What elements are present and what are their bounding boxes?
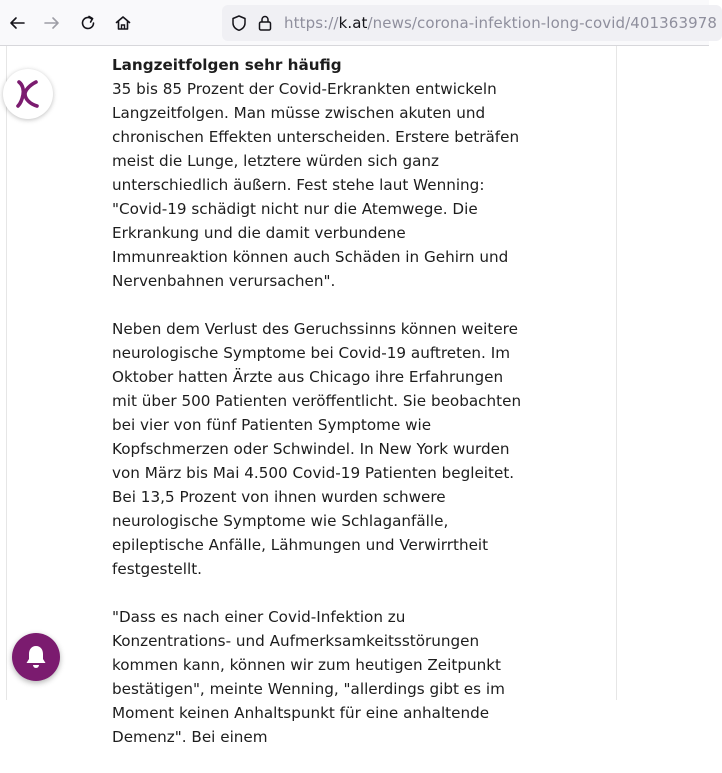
arrow-left-icon [8, 14, 26, 32]
home-icon [114, 14, 132, 32]
url-host: k.at [338, 14, 368, 32]
reload-button[interactable] [73, 8, 103, 38]
kurier-logo-icon [14, 79, 42, 109]
reload-icon [79, 14, 97, 32]
shield-icon[interactable] [230, 14, 248, 32]
article-paragraph: "Dass es nach einer Covid-Infektion zu Konzentrations- und Aufmerksamkeitsstörungen kommen kann, können wir zum heutigen Zeitpunkt bestätigen", meinte Wenning, "allerdings gibt es im Moment keinen Anhaltspunkt für eine anhaltende Demenz". Bei einem [112, 608, 505, 746]
arrow-right-icon [43, 14, 61, 32]
lock-icon[interactable] [256, 14, 274, 32]
article-body [112, 53, 522, 773]
article-subheading: Langzeitfolgen sehr häufig [112, 56, 342, 74]
address-bar[interactable] [222, 5, 722, 41]
site-logo[interactable] [3, 69, 53, 119]
article-paragraph: 35 bis 85 Prozent der Covid-Erkrankten entwickeln Langzeitfolgen. Man müsse zwischen akuten und chronischen Effekten unterscheiden. Erstere beträfen meist die Lunge, letztere würden sich ganz unterschiedlich äußern. Fest stehe laut Wenning: "Covid-19 schädigt nicht nur die Atemwege. Die Erkrankung und die damit verbundene Immunreaktion können auch Schäden in Gehirn und Nervenbahnen verursachen". [112, 80, 520, 290]
forward-button[interactable] [37, 8, 67, 38]
notification-button[interactable] [12, 633, 60, 681]
home-button[interactable] [108, 8, 138, 38]
back-button[interactable] [2, 8, 32, 38]
url-text[interactable] [284, 14, 717, 32]
web-page [0, 46, 709, 746]
article-paragraph: Neben dem Verlust des Geruchssinns können weitere neurologische Symptome bei Covid-19 auftreten. Im Oktober hatten Ärzte aus Chicago ihre Erfahrungen mit über 500 Patienten veröffentlicht. Sie beobachten bei vier von fünf Patienten Symptome wie Kopfschmerzen oder Schwindel. In New York wurden von März bis Mai 4.500 Covid-19 Patienten begleitet. Bei 13,5 Prozent von ihnen wurden schwere neurologische Symptome wie Schlaganfälle, epileptische Anfälle, Lähmungen und Verwirrtheit festgestellt. [112, 320, 522, 578]
bell-icon [24, 644, 48, 670]
url-scheme: https:// [284, 14, 339, 32]
url-path: /news/corona-infektion-long-covid/401363978 [367, 14, 718, 32]
browser-toolbar [0, 0, 718, 46]
